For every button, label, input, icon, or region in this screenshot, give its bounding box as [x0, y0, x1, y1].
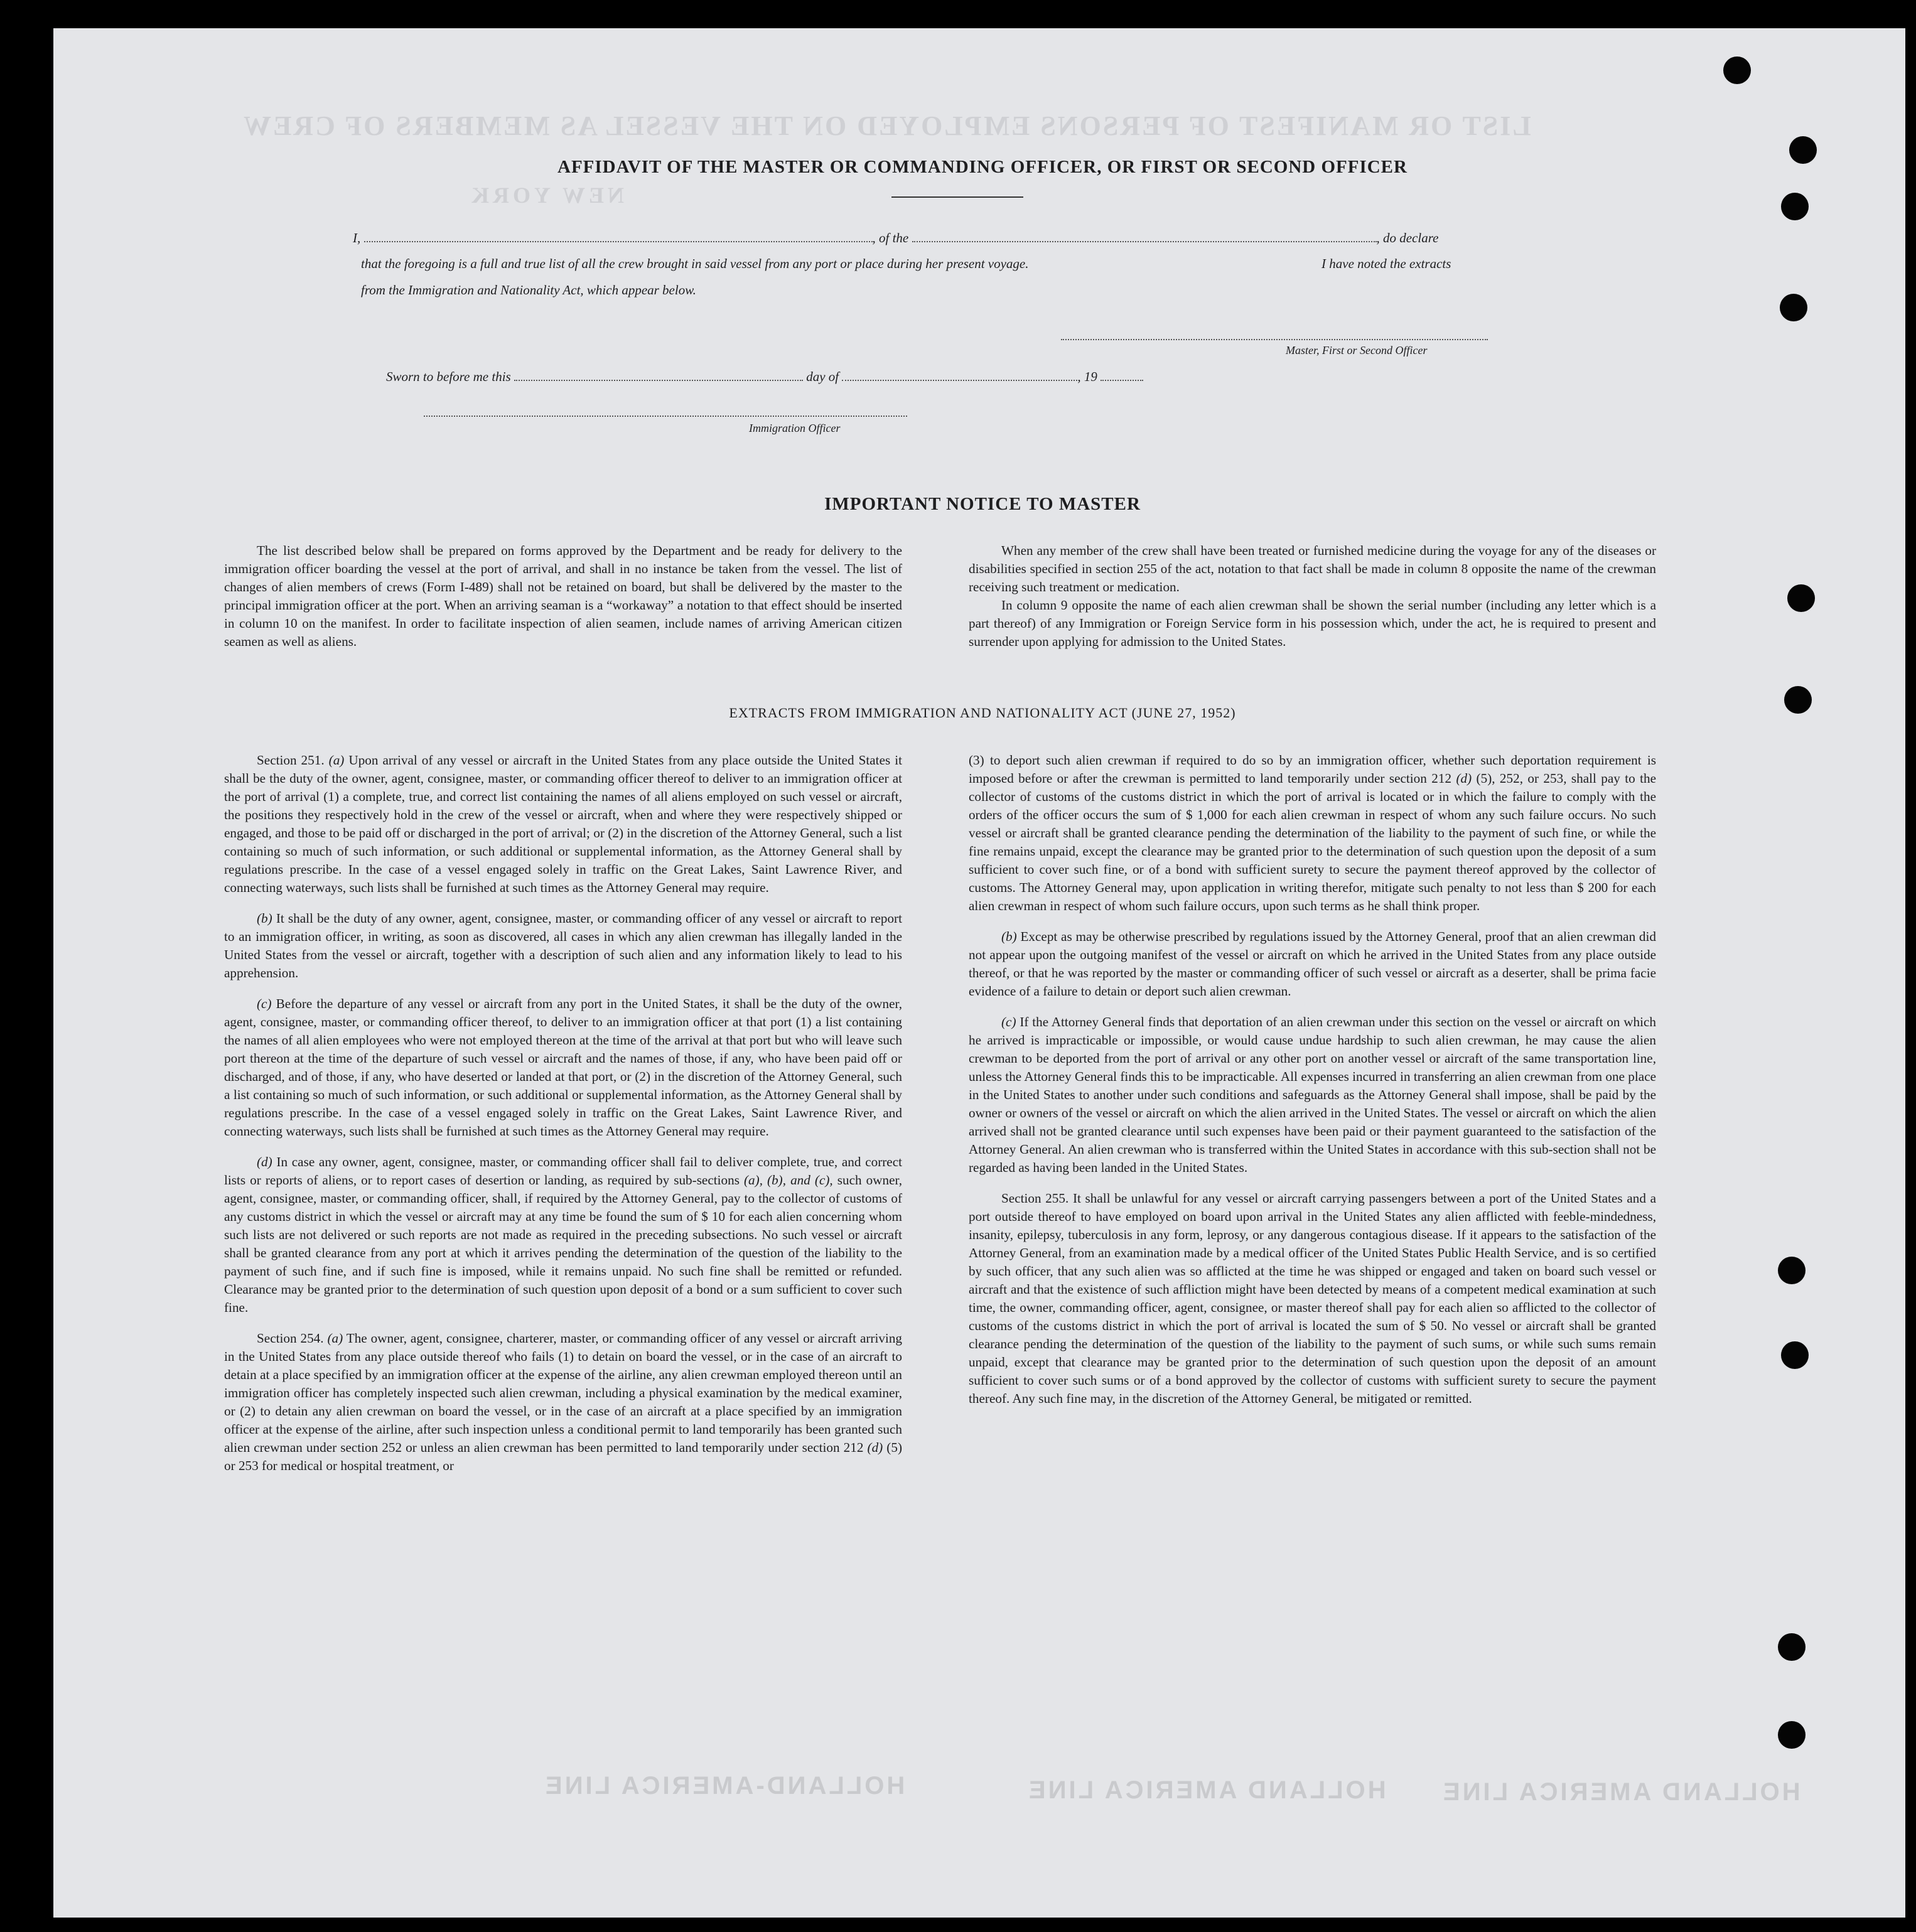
section-254c [969, 1013, 1656, 1177]
section-254-prefix: Section 254. [257, 1331, 324, 1346]
section-255: Section 255. It shall be unlawful for any vessel or aircraft carrying passengers between a port of the United States and a port outside thereof to have employed on board upon arrival in the United States any alien afflicted with feeble-mindedness, insanity, epilepsy, tuberculosis in any form, leprosy, or any dangerous contagious disease. If it appears to the satisfaction of the Attorney General, from an examination made by a medical officer of the United States Public Health Service, and is so certified by such officer, that any such alien was so afflicted at the time he was shipped or engaged and taken on board such vessel or aircraft and that the existence of such affliction might have been detected by means of a competent medical examination at such time, the owner, commanding officer, agent, consignee, or master thereof shall pay for each alien so afflicted to the collector of customs of the customs district in which the port of arrival is located the sum of $ 50. No vessel or aircraft shall be granted clearance pending the determination of the question of the liability to the payment of such sums, or while such sums remain unpaid, except that clearance may be granted prior to the determination of such question upon the deposit of an amount sufficient to cover such sums or of a bond approved by the collector of customs with sufficient surety to secure the payment thereof. Any such fine may, in the discretion of the Attorney General, be mitigated or remitted. [969, 1191, 1656, 1406]
section-254a-text-b: (5) or 253 for medical or hospital treatment, or [224, 1440, 903, 1473]
section-254a-cont-text-a: (3) to deport such alien crewman if required to do so by an immigration officer, whether such deportation requirement is imposed before or after the crewman is permitted to land temporarily under section 212 [969, 753, 1656, 786]
day-of-label: day of [806, 369, 839, 384]
section-251c-text: Before the departure of any vessel or aircraft from any port in the United States, it shall be the duty of the owner, agent, consignee, master, or commanding officer thereof, to deliver to an immigration officer at that port (1) a list containing the names of all alien employees who were not employed thereon at the time of the arrival at that port but who will leave such port thereon at the time of the departure of such vessel or aircraft and the names of those, if any, who have been paid off or discharged, and of those, if any, who have deserted or landed at that port, or (2) in the discretion of the Attorney General, such a list containing so much of such information, or such additional or supplemental information, as the Attorney General shall by regulations prescribe. In the case of a vessel engaged solely in traffic on the Great Lakes, Saint Lawrence River, and connecting waterways, such lists shall be furnished at such times as the Attorney General may require. [224, 996, 902, 1139]
punch-hole [1778, 1721, 1806, 1749]
bleed-through-port: NEW YORK [468, 183, 625, 208]
bleed-through-stamp-2: HOLLAND AMERICA LINE [1026, 1776, 1386, 1804]
punch-hole [1780, 294, 1807, 321]
notice-right-column [969, 542, 1656, 651]
section-254b-text: Except as may be otherwise prescribed by regulations issued by the Attorney General, proof that an alien crewman did not appear upon the outgoing manifest of the vessel or aircraft on which he arrived in the United States from any place outside thereof, or that he was reported by the master or commanding officer of such vessel or aircraft as a deserter, shall be prima facie evidence of a failure to detain or deport such alien crewman. [969, 929, 1657, 999]
punch-hole [1789, 136, 1817, 164]
section-254a-cont-ref: (d) [1456, 771, 1472, 786]
punch-hole [1781, 1341, 1809, 1369]
section-254c-text: If the Attorney General finds that deportation of an alien crewman under this section on the vessel or aircraft on which he arrived is impracticable or impossible, or would cause undue hardship to such alien crewman, he may cause the alien crewman to be deported from the port of arrival or any other port on another vessel or aircraft of the same transportation line, unless the Attorney General finds this to be impracticable. All expenses incurred in transferring an alien crewman from one place in the United States to another under such conditions and safeguards as the Attorney General shall impose, shall be paid by the owner or owners of the vessel or aircraft on which the alien arrived in the United States. The vessel or aircraft on which the alien arrived shall not be granted clearance until such expenses have been paid or their payment guaranteed to the satisfaction of the Attorney General. An alien crewman who is transferred within the United States in accordance with this sub-section shall not be regarded as having been landed in the United States. [969, 1014, 1656, 1175]
sworn-label: Sworn to before me this [386, 369, 511, 384]
extracts-right-column [969, 751, 1656, 1408]
title-divider [891, 196, 1023, 198]
notice-right-paragraph-1: When any member of the crew shall have been treated or furnished medicine during the voyage for any of the diseases or disabilities specified in section 255 of the act, notation to that fact shall be made in column 8 opposite the name of the crewman receiving such treatment or medication. [969, 543, 1656, 594]
subsection-b-mark: (b) [257, 911, 272, 926]
extracts-title: EXTRACTS FROM IMMIGRATION AND NATIONALITY ACT (JUNE 27, 1952) [729, 705, 1236, 721]
section-251a-text: Upon arrival of any vessel or aircraft in the United States from any place outside the United States it shall be the duty of the owner, agent, consignee, master, or commanding officer thereof to deliver to an immigration officer at the port of arrival (1) a complete, true, and correct list containing the names of all aliens employed on such vessel or aircraft, the positions they respectively hold in the crew of the vessel or aircraft, when and where they were respectively shipped or engaged, and those to be paid off or discharged in the port of arrival; or (2) in the discretion of the Attorney General, such a list containing so much of such information, or such additional or supplemental information, as the Attorney General shall by regulations prescribe. In the case of a vessel engaged solely in traffic on the Great Lakes, Saint Lawrence River, and connecting waterways, such lists shall be furnished at such times as the Attorney General may require. [224, 753, 903, 895]
sworn-year-field[interactable] [1101, 378, 1143, 381]
section-251b [224, 910, 902, 982]
notice-right-paragraph-2: In column 9 opposite the name of each alien crewman shall be shown the serial number (including any letter which is a part thereof) of any Immigration or Foreign Service form in his possession which, under the act, he is required to present and surrender upon applying for admission to the United States. [969, 598, 1656, 649]
do-declare-label: , do declare [1376, 230, 1439, 245]
notice-left-paragraph: The list described below shall be prepared on forms approved by the Department and be ready for delivery to the immigration officer boarding the vessel at the port of arrival, and shall in no instance be taken from the vessel. The list of changes of alien members of crews (Form I-489) shall not be retained on board, but shall be delivered by the master to the principal immigration officer at the port. When an arriving seaman is a “workaway” a notation to that effect should be inserted in column 10 on the manifest. In order to facilitate inspection of alien seamen, include names of arriving American citizen seamen as well as aliens. [224, 543, 902, 649]
section-251c [224, 995, 902, 1140]
vessel-field[interactable] [912, 240, 1377, 242]
section-251b-text: It shall be the duty of any owner, agent, consignee, master, or commanding officer of any vessel or aircraft to report to an immigration officer, in writing, as soon as discovered, all cases in which any alien crewman has illegally landed in the United States from the vessel or aircraft, together with a description of such alien and any information likely to lead to his apprehension. [224, 911, 902, 980]
subsection-c-mark: (c) [257, 996, 272, 1011]
of-the-label: , of the [872, 230, 909, 245]
section-254-b-mark: (b) [1001, 929, 1017, 944]
sworn-month-field[interactable] [842, 378, 1077, 381]
affidavit-title: AFFIDAVIT OF THE MASTER OR COMMANDING OFFICER, OR FIRST OR SECOND OFFICER [557, 157, 1407, 177]
section-251d-refs: (a), (b), and (c), [744, 1173, 833, 1188]
section-251d-text-a: In case any owner, agent, consignee, master, or commanding officer shall fail to deliver complete, true, and correct lists or reports of aliens, or to report cases of desertion or landing, as required by sub-sections [224, 1154, 902, 1188]
master-signature-line[interactable] [1061, 339, 1488, 340]
affidavit-line-2: that the foregoing is a full and true list of all the crew brought in said vessel from any port or place during her present voyage. [361, 256, 1029, 271]
notice-left-column [224, 542, 902, 651]
section-251d-text-b: such owner, agent, consignee, master, or commanding officer, shall, if required by the Attorney General, pay to the collector of customs of any customs district in which the vessel or aircraft may at any time be found the sum of $ 10 for each alien concerning whom such lists are not delivered or such reports are not made as required in the preceding subsections. No such vessel or aircraft shall be granted clearance from any port at which it arrives pending the determination of the question of the liability to the payment of such fine, and if such fine is imposed, while it remains unpaid. No such fine shall be remitted or refunded. Clearance may be granted prior to the determination of such question upon deposit of a bond or a sum sufficient to cover such fine. [224, 1173, 903, 1315]
bleed-through-header: LIST OR MANIFEST OF PERSONS EMPLOYED ON THE VESSEL AS MEMBERS OF CREW [242, 110, 1531, 141]
document-page [53, 28, 1905, 1918]
punch-hole [1778, 1633, 1806, 1661]
punch-hole [1781, 193, 1809, 220]
punch-hole [1723, 56, 1751, 84]
subsection-a-mark: (a) [328, 753, 345, 768]
section-251d [224, 1153, 902, 1317]
officer-signature-line[interactable] [424, 416, 907, 417]
affidavit-line-1 [353, 230, 1438, 246]
section-254-a-mark: (a) [327, 1331, 343, 1346]
master-signature-label: Master, First or Second Officer [1286, 344, 1428, 357]
i-label: I, [353, 230, 361, 245]
section-254a [224, 1329, 902, 1475]
section-251a [224, 751, 902, 897]
bleed-through-stamp-3: HOLLAND AMERICA LINE [1441, 1778, 1800, 1806]
punch-hole [1784, 686, 1812, 714]
section-254a-text-a: The owner, agent, consignee, charterer, master, or commanding officer of any vessel or aircraft arriving in the United States from any place outside thereof who fails (1) to detain on board the vessel, or in the case of an aircraft to detain at a place specified by an immigration officer at the expense of the airline, any alien crewman employed thereon until an immigration officer has completely inspected such alien crewman, including a physical examination by the medical examiner, or (2) to detain any alien crewman on board the vessel, or in the case of an aircraft at a place specified by an immigration officer at the expense of the airline, after such inspection unless a conditional permit to land temporarily has been granted such alien crewman under section 252 or unless an alien crewman has been permitted to land temporarily under section 212 [224, 1331, 903, 1455]
sworn-day-field[interactable] [514, 378, 803, 381]
section-254a-continued [969, 751, 1656, 915]
subsection-d-mark: (d) [257, 1154, 272, 1169]
name-field[interactable] [364, 240, 873, 242]
bleed-through-stamp-1: HOLLAND-AMERICA LINE [543, 1772, 905, 1800]
extracts-left-column [224, 751, 902, 1475]
notice-title: IMPORTANT NOTICE TO MASTER [824, 494, 1141, 514]
punch-hole [1778, 1257, 1806, 1284]
section-254-c-mark: (c) [1001, 1014, 1016, 1029]
section-254b [969, 928, 1656, 1001]
sworn-line [386, 369, 1143, 385]
officer-signature-label: Immigration Officer [749, 422, 841, 434]
year-label: , 19 [1077, 369, 1097, 384]
punch-hole [1787, 584, 1815, 612]
section-251-prefix: Section 251. [257, 753, 325, 768]
section-254a-ref: (d) [867, 1440, 883, 1455]
section-254a-cont-text-b: (5), 252, or 253, shall pay to the collector of customs of the customs district in which the port of arrival is located or in which the failure to comply with the orders of the officer occurs the sum of $ 1,000 for each alien crewman in respect of whom any such failure occurs. No such vessel or aircraft shall be granted clearance pending the determination of the liability to the payment of such fine, or while the fine remains unpaid, except the clearance may be granted prior to the determination of such question upon the deposit of a sum sufficient to cover such fine, or of a bond with sufficient surety to secure the payment thereof approved by the collector of customs. The Attorney General may, upon application in writing therefor, mitigate such penalty to not less than $ 200 for each alien crewman in respect of whom such failure occurs, upon such terms as he shall think proper. [969, 771, 1657, 913]
affidavit-line-3: from the Immigration and Nationality Act, which appear below. [361, 282, 696, 298]
affidavit-line-2-right: I have noted the extracts [1321, 256, 1451, 271]
